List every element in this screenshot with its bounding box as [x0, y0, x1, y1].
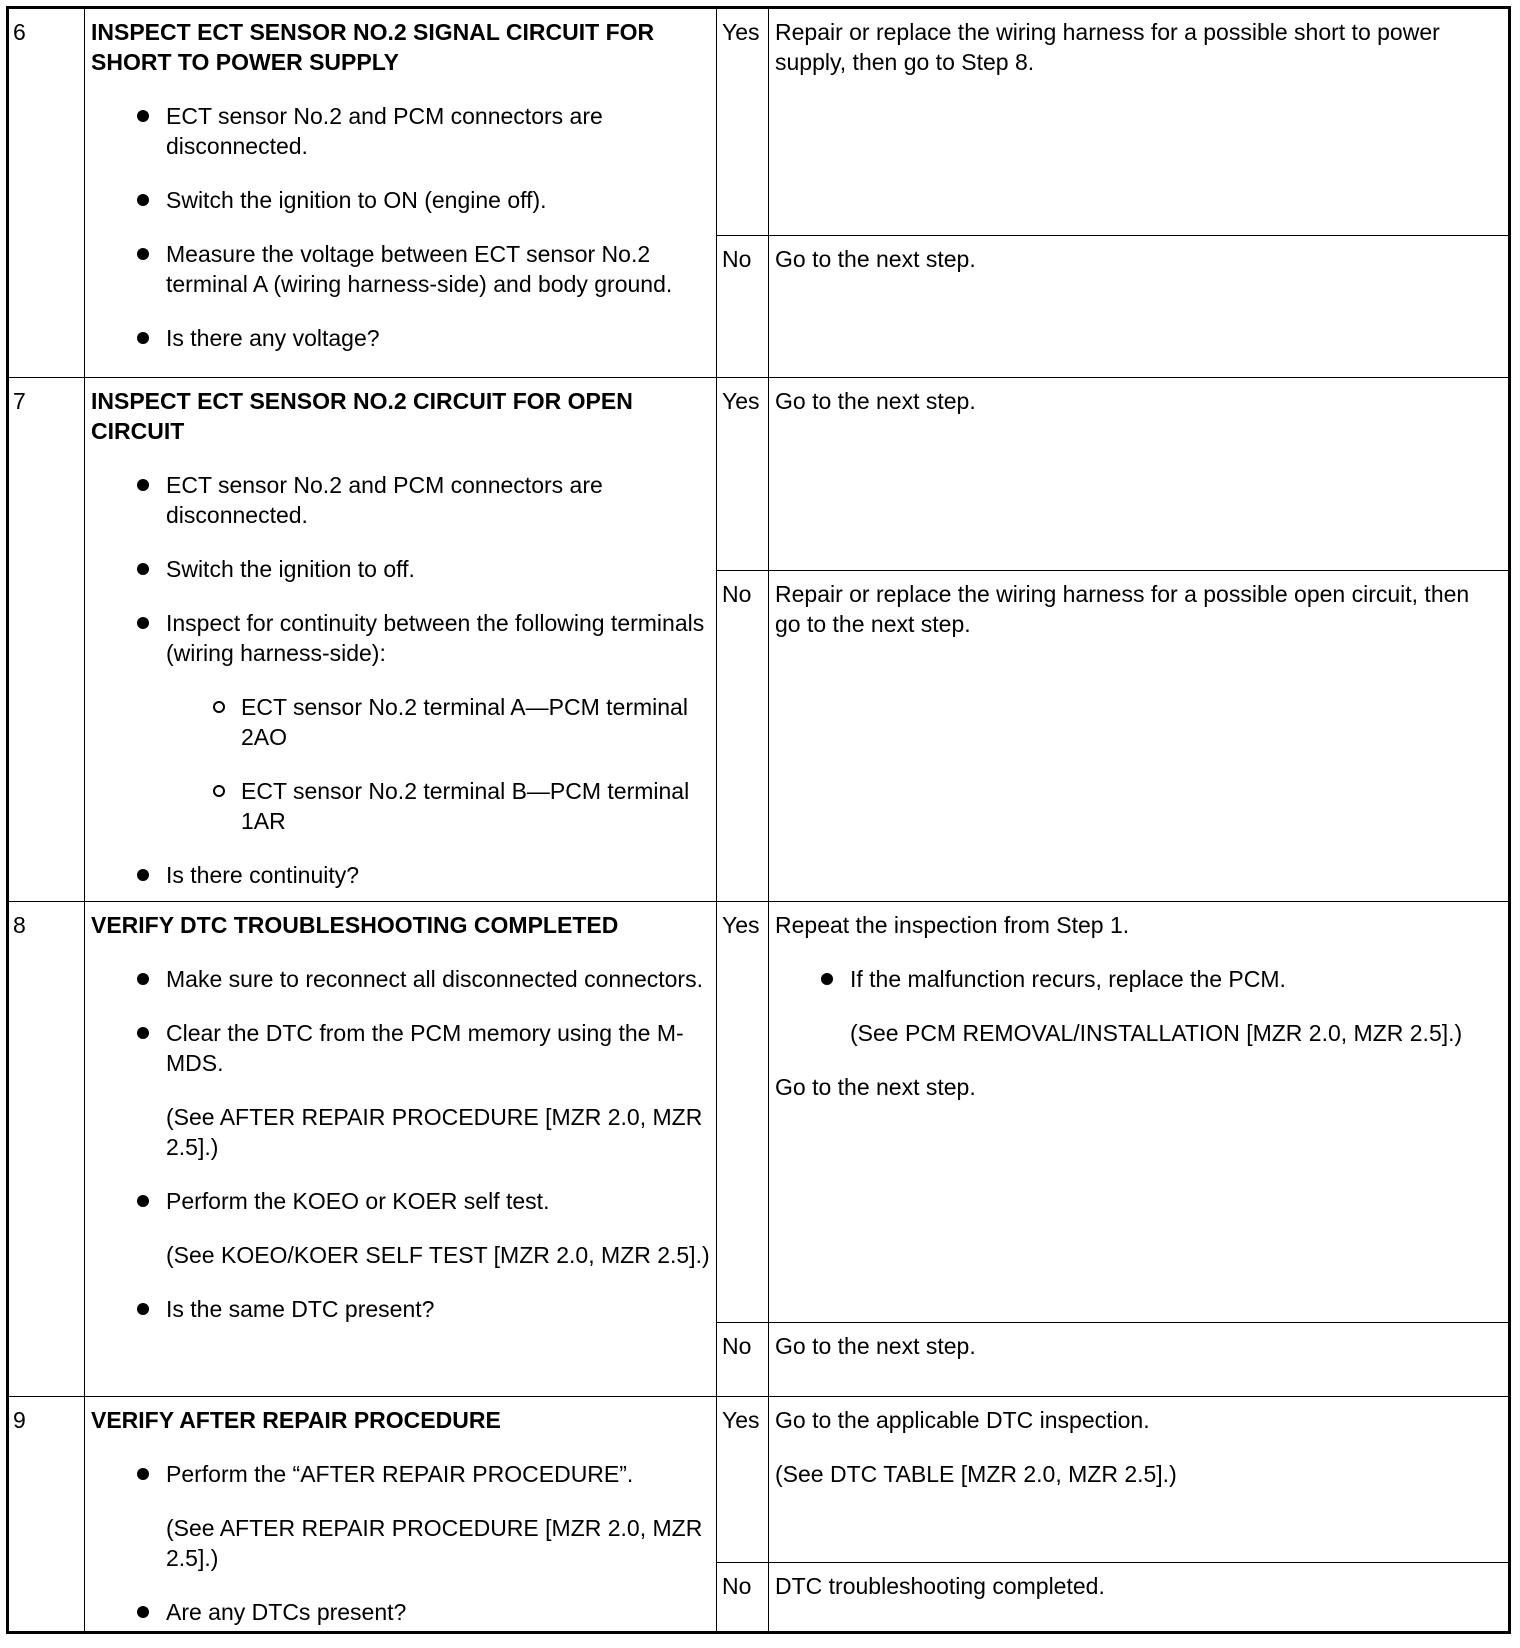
list-item: Is the same DTC present?: [91, 1294, 710, 1324]
no-result: Repair or replace the wiring harness for a possible open circuit, then go to the next step.: [769, 571, 1510, 902]
list-item: Inspect for continuity between the following terminals (wiring harness-side):: [91, 608, 710, 668]
reference-text: (See PCM REMOVAL/INSTALLATION [MZR 2.0, MZR 2.5].): [850, 1020, 1463, 1046]
no-result: Go to the next step.: [769, 1323, 1510, 1397]
reference-text: (See AFTER REPAIR PROCEDURE [MZR 2.0, MZR 2.5].): [166, 1104, 703, 1160]
list-item: Perform the “AFTER REPAIR PROCEDURE”.: [91, 1459, 710, 1489]
step-action: [85, 902, 717, 1397]
list-item: Perform the KOEO or KOER self test.: [91, 1186, 710, 1216]
step-title: VERIFY DTC TROUBLESHOOTING COMPLETED: [91, 912, 619, 938]
yes-result-cell: [769, 1397, 1510, 1563]
no-label: No: [717, 1323, 769, 1397]
step-action: [85, 8, 717, 378]
step-title: VERIFY AFTER REPAIR PROCEDURE: [91, 1407, 501, 1433]
step-action: [85, 378, 717, 902]
list-item: Switch the ignition to off.: [91, 554, 710, 584]
list-item: Is there any voltage?: [91, 323, 710, 353]
table-row: [8, 1397, 1510, 1563]
list-item: ECT sensor No.2 and PCM connectors are disconnected.: [91, 101, 710, 161]
yes-result-cell: [769, 902, 1510, 1323]
table-row: [8, 378, 1510, 571]
list-item: Switch the ignition to ON (engine off).: [91, 185, 710, 215]
step-title: INSPECT ECT SENSOR NO.2 SIGNAL CIRCUIT FOR SHORT TO POWER SUPPLY: [91, 19, 655, 75]
table-row: [8, 8, 1510, 236]
step-number: 6: [8, 8, 85, 378]
list-item: Make sure to reconnect all disconnected connectors.: [91, 964, 710, 994]
list-item: ECT sensor No.2 and PCM connectors are disconnected.: [91, 470, 710, 530]
yes-label: Yes: [717, 902, 769, 1323]
yes-result: Go to the next step.: [769, 378, 1510, 571]
no-label: No: [717, 571, 769, 902]
troubleshooting-document: [6, 6, 1511, 1644]
no-label: No: [717, 236, 769, 378]
reference-text: (See KOEO/KOER SELF TEST [MZR 2.0, MZR 2.5].): [166, 1242, 710, 1268]
sub-list-item: ECT sensor No.2 terminal A—PCM terminal 2AO: [91, 692, 710, 752]
yes-label: Yes: [717, 8, 769, 236]
step-title: INSPECT ECT SENSOR NO.2 CIRCUIT FOR OPEN CIRCUIT: [91, 388, 633, 444]
step-number: 7: [8, 378, 85, 902]
yes-result: Go to the applicable DTC inspection.: [775, 1407, 1150, 1433]
step-number: 9: [8, 1397, 85, 1633]
table-row: [8, 902, 1510, 1323]
yes-label: Yes: [717, 1397, 769, 1563]
list-item: Is there continuity?: [91, 860, 710, 890]
yes-result: Repair or replace the wiring harness for a possible short to power supply, then go to Step 8.: [769, 8, 1510, 236]
yes-result: Repeat the inspection from Step 1.: [775, 912, 1130, 938]
step-number: 8: [8, 902, 85, 1397]
list-item: Clear the DTC from the PCM memory using the M-MDS.: [91, 1018, 710, 1078]
list-item: Measure the voltage between ECT sensor No.2 terminal A (wiring harness-side) and body ground.: [91, 239, 710, 299]
no-label: No: [717, 1563, 769, 1633]
reference-text: (See AFTER REPAIR PROCEDURE [MZR 2.0, MZR 2.5].): [166, 1515, 703, 1571]
list-item: Are any DTCs present?: [91, 1597, 710, 1627]
yes-label: Yes: [717, 378, 769, 571]
yes-result-after: Go to the next step.: [775, 1074, 976, 1100]
troubleshooting-table: [6, 6, 1511, 1634]
sub-list-item: ECT sensor No.2 terminal B—PCM terminal 1AR: [91, 776, 710, 836]
list-item: If the malfunction recurs, replace the PCM.: [775, 964, 1498, 994]
no-result: Go to the next step.: [769, 236, 1510, 378]
step-action: [85, 1397, 717, 1633]
no-result: DTC troubleshooting completed.: [769, 1563, 1510, 1633]
reference-text: (See DTC TABLE [MZR 2.0, MZR 2.5].): [775, 1461, 1177, 1487]
